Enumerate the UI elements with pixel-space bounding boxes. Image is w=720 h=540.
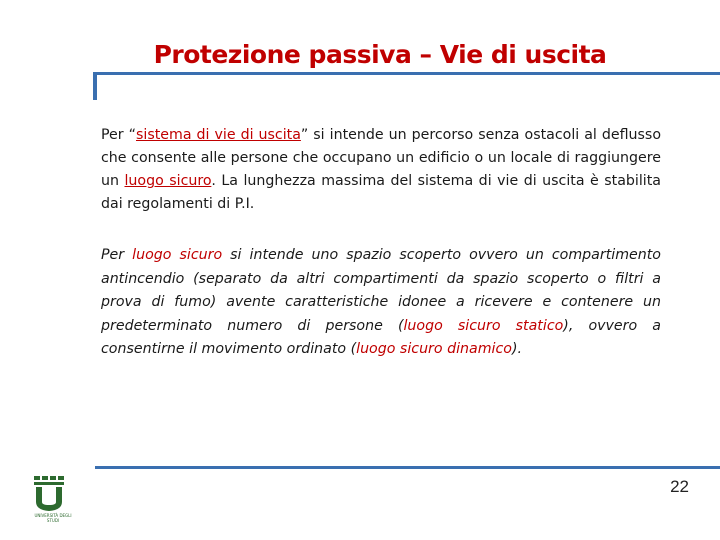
- p1-text-1: Per “: [101, 127, 136, 143]
- top-divider: [95, 72, 720, 75]
- p1-text-5: . La lunghezza massima del sistema di vie di uscita è stabilita dai regolamenti di P.I.: [101, 173, 661, 212]
- logo-caption: UNIVERSITÀ DEGLI STUDI: [34, 513, 72, 523]
- paragraph-luogo-sicuro: [101, 244, 661, 362]
- term-luogo-sicuro-statico: luogo sicuro statico: [403, 317, 564, 334]
- term-luogo-sicuro-2: luogo sicuro: [132, 247, 223, 263]
- p2-text-3: si intende uno spazio scoperto ovvero un compartimento antincendio (separato da altri compartimenti da spazio scoperto o filtri a prova di fumo) avente caratteristiche idonee a ricevere e contenere un predeterminato numero di persone (: [101, 247, 661, 334]
- term-luogo-sicuro: luogo sicuro: [124, 173, 212, 189]
- term-sistema-vie-uscita: sistema di vie di uscita: [135, 127, 301, 143]
- paragraph-vie-di-uscita: [101, 124, 661, 216]
- term-luogo-sicuro-dinamico: luogo sicuro dinamico: [356, 341, 512, 357]
- p2-text-7: ).: [511, 341, 523, 357]
- top-divider-tick: [93, 72, 97, 100]
- p2-text-1: Per: [101, 247, 133, 263]
- slide-title: Protezione passiva – Vie di uscita: [153, 40, 607, 69]
- bottom-divider: [95, 466, 720, 469]
- page-number: 22: [670, 477, 689, 496]
- p2-text-5: ), ovvero a consentirne il movimento ordinato (: [101, 317, 661, 357]
- p1-text-3: ” si intende un percorso senza ostacoli al deflusso che consente alle persone che occupano un edificio o un locale di raggiungere un: [101, 127, 661, 189]
